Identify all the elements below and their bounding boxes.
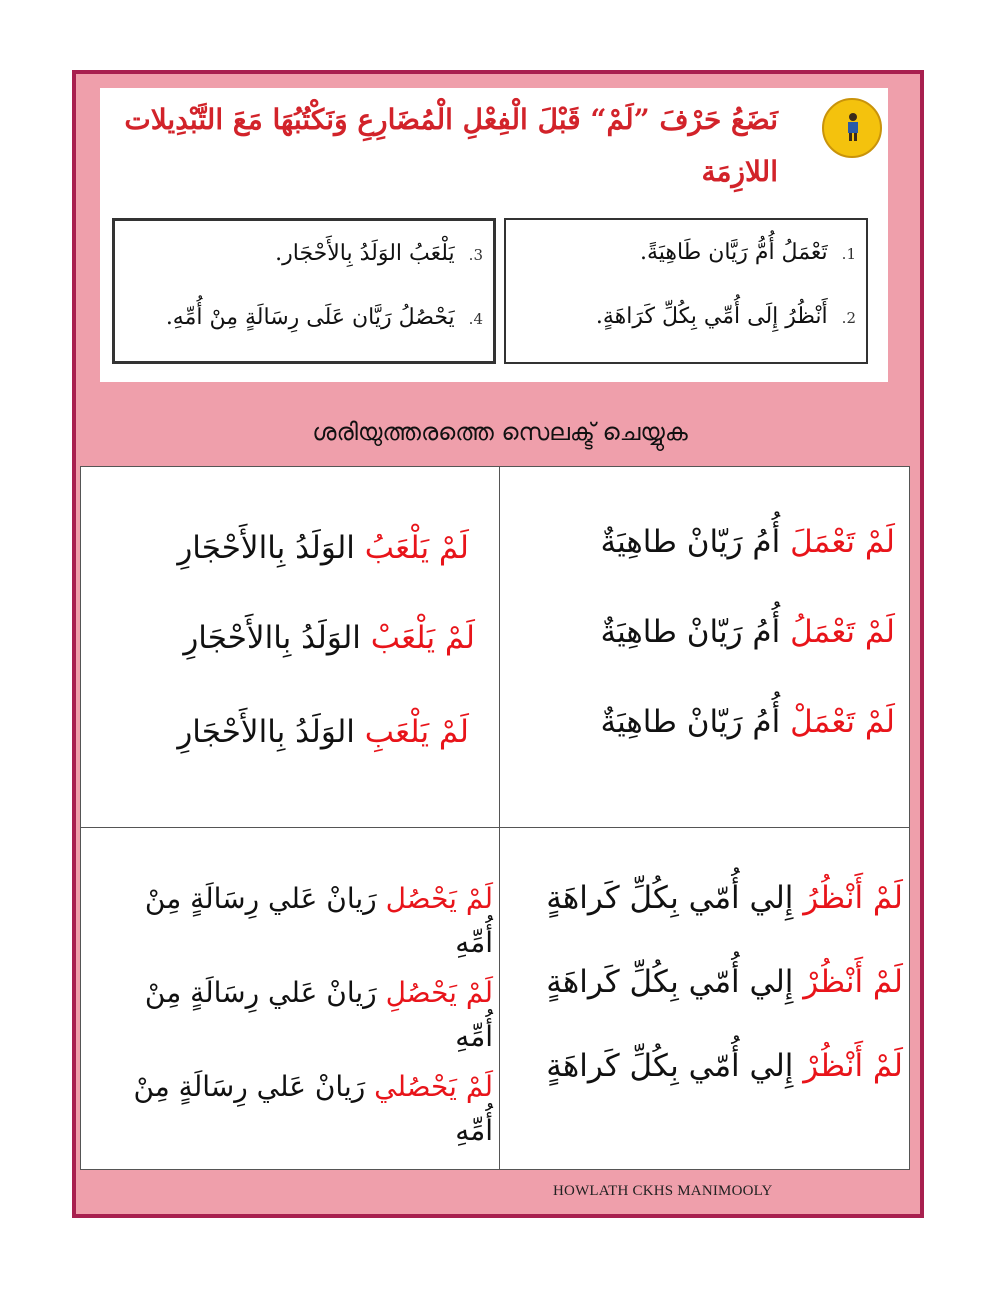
- option-rest: الوَلَدُ بِاالأَحْجَارِ: [177, 714, 355, 750]
- lam-verb: لَمْ تَعْمَلُ: [790, 614, 895, 650]
- option-rest: أُمُ رَيّانْ طاهِيَةٌ: [600, 704, 781, 740]
- sentence-text: تَعْمَلُ أُمُّ رَيَّان طَاهِيَةً.: [639, 240, 828, 265]
- option-rest: أُمُ رَيّانْ طاهِيَةٌ: [600, 614, 781, 650]
- option-rest: رَيانْ عَلي رِسَالَةٍ مِنْ أُمِّهِ: [144, 882, 493, 959]
- q3-option-2[interactable]: [183, 621, 475, 655]
- option-rest: الوَلَدُ بِاالأَحْجَارِ: [177, 530, 355, 566]
- lam-verb: لَمْ يَلْعَبْ: [370, 620, 475, 656]
- lam-verb: لَمْ يَحْصُل: [385, 882, 493, 915]
- sentence-2: [596, 304, 856, 329]
- option-rest: إِلي أُمّي بِكُلِّ كَراهَةٍ: [546, 1048, 794, 1084]
- q1-option-1[interactable]: [600, 525, 895, 559]
- grid-divider-vertical: [499, 467, 500, 1169]
- q3-option-1[interactable]: [177, 531, 469, 565]
- q2-option-3[interactable]: [546, 1049, 903, 1083]
- sentences-box-3-4: [112, 218, 496, 364]
- sentence-number: 3.: [468, 246, 483, 264]
- sentence-number: 2.: [841, 309, 856, 327]
- option-rest: الوَلَدُ بِاالأَحْجَارِ: [183, 620, 361, 656]
- sentence-1: [640, 240, 856, 265]
- q3-option-3[interactable]: [177, 715, 469, 749]
- sentence-4: [166, 305, 483, 330]
- q4-option-3[interactable]: [113, 1065, 493, 1153]
- sentence-text: أَنْظُرُ إِلَى أُمِّي بِكُلِّ كَرَاهَةٍ.: [595, 304, 828, 329]
- lam-verb: لَمْ يَحْصُلِ: [385, 976, 493, 1009]
- lam-verb: لَمْ يَلْعَبِ: [364, 714, 469, 750]
- exercise-panel: [100, 88, 888, 382]
- sentence-text: يَحْصُلُ رَيَّان عَلَى رِسَالَةٍ مِنْ أُمِّهِ.: [165, 305, 455, 330]
- lam-verb: لَمْ يَحْصُلي: [374, 1070, 493, 1103]
- q2-option-2[interactable]: [546, 965, 903, 999]
- lam-verb: لَمْ يَلْعَبُ: [364, 530, 469, 566]
- sentence-number: 1.: [841, 245, 856, 263]
- lam-verb: لَمْ تَعْمَلَ: [790, 524, 895, 560]
- q1-option-2[interactable]: [600, 615, 895, 649]
- grid-divider-horizontal: [81, 827, 909, 828]
- option-rest: رَيانْ عَلي رِسَالَةٍ مِنْ أُمِّهِ: [144, 976, 493, 1053]
- answer-grid: [80, 466, 910, 1170]
- instruction-text: ശരിയുത്തരത്തെ സെലക്ട് ചെയ്യുക: [312, 418, 688, 446]
- sentence-3: [275, 241, 483, 266]
- q2-option-1[interactable]: [546, 881, 903, 915]
- lam-verb: لَمْ أَنْظُرُ: [803, 880, 903, 916]
- sentence-number: 4.: [468, 310, 483, 328]
- q1-option-3[interactable]: [600, 705, 895, 739]
- option-rest: إِلي أُمّي بِكُلِّ كَراهَةٍ: [546, 964, 794, 1000]
- sentence-text: يَلْعَبُ الوَلَدُ بِالأَحْجَار.: [275, 241, 455, 266]
- option-rest: رَيانْ عَلي رِسَالَةٍ مِنْ أُمِّهِ: [133, 1070, 493, 1147]
- lam-verb: لَمْ أَنْظُرْ: [803, 1048, 903, 1084]
- lam-verb: لَمْ أَنْظُرْ: [803, 964, 903, 1000]
- exercise-title: نَضَعُ حَرْفَ ”لَمْ“ قَبْلَ الْفِعْلِ الْمُضَارِعِ وَنَكْتُبُهَا مَعَ التَّبْدِيلات اللازِمَة: [124, 103, 778, 188]
- q4-option-2[interactable]: [113, 971, 493, 1059]
- q4-option-1[interactable]: [113, 877, 493, 965]
- footer-credit: HOWLATH CKHS MANIMOOLY: [553, 1183, 773, 1199]
- student-icon: [822, 98, 882, 158]
- sentences-box-1-2: [504, 218, 868, 364]
- option-rest: أُمُ رَيّانْ طاهِيَةٌ: [600, 524, 781, 560]
- option-rest: إِلي أُمّي بِكُلِّ كَراهَةٍ: [546, 880, 794, 916]
- lam-verb: لَمْ تَعْمَلْ: [790, 704, 895, 740]
